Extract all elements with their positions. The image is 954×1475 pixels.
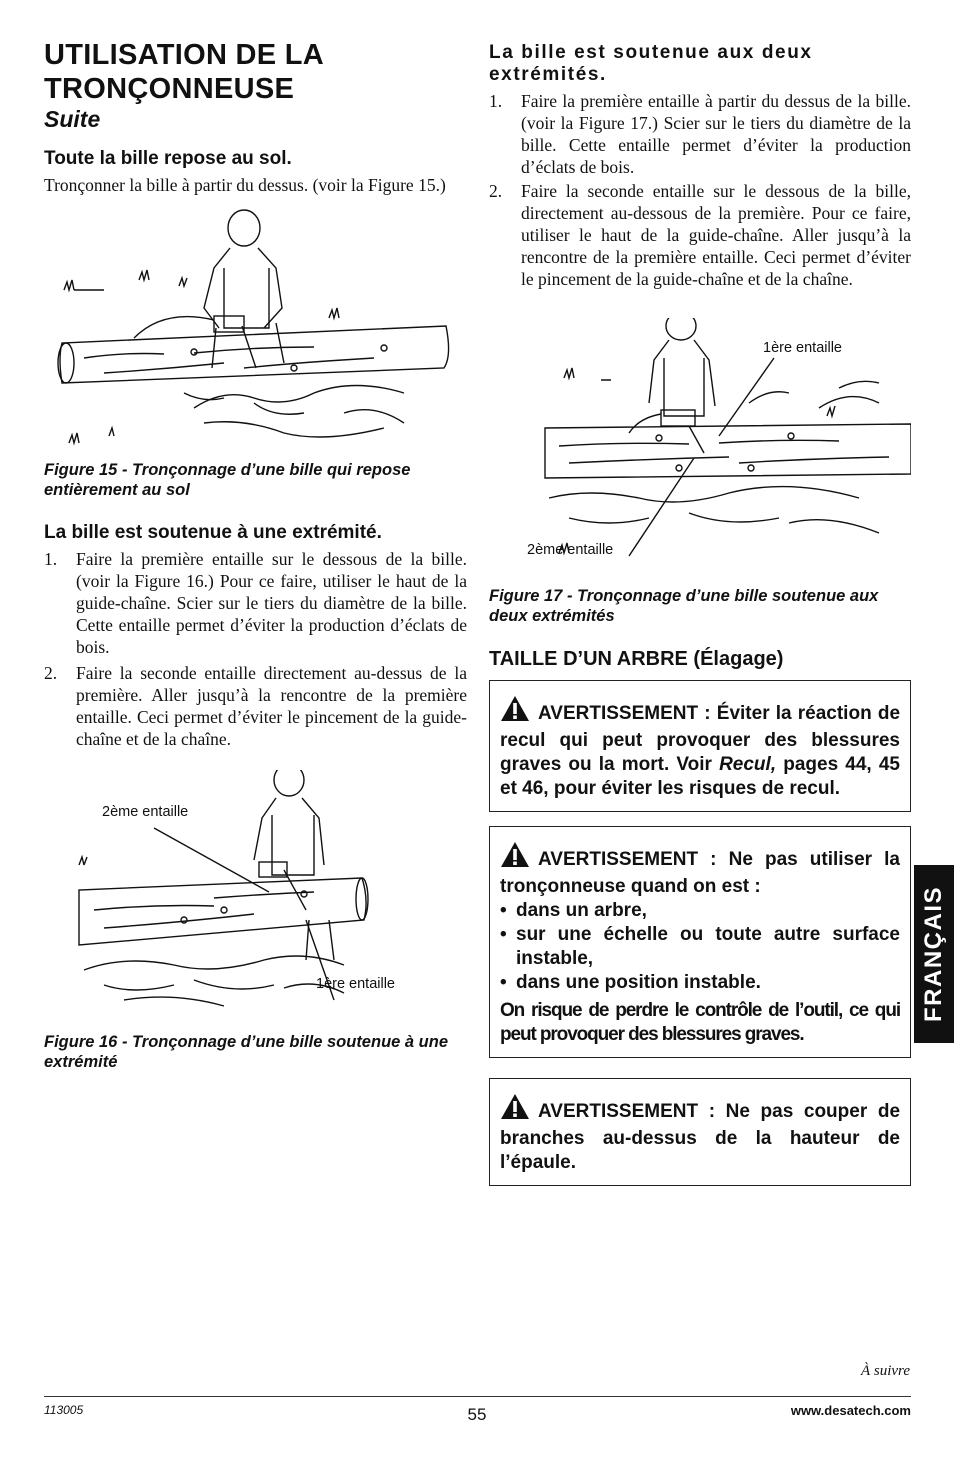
figure-16-label-first-cut: 1ère entaille	[316, 976, 395, 992]
figure-17-label-second-cut: 2ème entaille	[527, 542, 614, 558]
figure-17-illustration	[489, 318, 911, 576]
figure-16-label-second-cut: 2ème entaille	[102, 804, 189, 820]
steps-both-ends	[489, 90, 911, 290]
bullet-text: dans une position instable.	[516, 972, 761, 993]
warning-bullet-list	[500, 899, 900, 995]
figure-17-caption: Figure 17 - Tronçonnage d’une bille soutenue aux deux extrémités	[489, 587, 879, 625]
warning-box-unstable	[489, 826, 911, 1058]
warning-text: Ne pas utiliser la tronçonneuse quand on est :	[500, 849, 900, 897]
warning-box-kickback	[489, 680, 911, 812]
bullet-icon: •	[500, 972, 507, 993]
figure-16	[44, 770, 467, 1020]
step-number: 2.	[44, 663, 58, 683]
step-number: 2.	[489, 181, 503, 201]
text-ground: Tronçonner la bille à partir du dessus. (voir la Figure 15.)	[44, 175, 446, 195]
footer-page-number: 55	[467, 1405, 487, 1424]
figure-17	[489, 318, 911, 576]
bullet-icon: •	[500, 924, 507, 945]
footer-divider	[44, 1396, 911, 1397]
warning-label: AVERTISSEMENT :	[538, 1101, 716, 1122]
page-title-line1: UTILISATION DE LA	[44, 39, 325, 71]
footer-website: www.desatech.com	[790, 1403, 911, 1418]
step-text: Faire la première entaille à partir du dessus de la bille. (voir la Figure 17.) Scier sur le tiers du diamètre de la bille. Cette entaille permet d’éviter la production d’éclats de bois.	[521, 91, 911, 177]
warning-emphasis: Recul,	[719, 754, 777, 775]
list-item	[44, 548, 467, 658]
step-text: Faire la première entaille sur le dessous de la bille. (voir la Figure 16.) Pour ce faire, utiliser le haut de la guide-chaîne. Scier sur le tiers du diamètre de la bille. Cette entaille permet d’éviter la production d’éclats de bois.	[76, 549, 467, 657]
bullet-text: dans un arbre,	[516, 900, 647, 921]
language-tab-label: FRANÇAIS	[920, 886, 947, 1022]
figure-16-caption: Figure 16 - Tronçonnage d’une bille soutenue à une extrémité	[44, 1033, 449, 1071]
page-title	[44, 38, 467, 106]
right-column	[489, 38, 911, 1186]
heading-one-end: La bille est soutenue à une extrémité.	[44, 522, 382, 543]
figure-15	[44, 208, 467, 448]
list-item	[489, 90, 911, 178]
list-item	[489, 180, 911, 290]
footer-doc-number: 113005	[44, 1403, 84, 1417]
list-item	[44, 662, 467, 750]
steps-one-end	[44, 548, 467, 750]
step-number: 1.	[489, 91, 503, 111]
list-item	[500, 899, 900, 923]
warning-triangle-icon	[500, 1093, 530, 1127]
page-title-line2: TRONÇONNEUSE	[44, 73, 295, 105]
warning-text: Éviter la réaction de recul qui peut provoquer des blessures graves ou la mort. Voir	[500, 703, 901, 775]
bullet-icon: •	[500, 900, 507, 921]
warning-label: AVERTISSEMENT :	[538, 703, 711, 724]
step-text: Faire la seconde entaille directement au-dessus de la première. Aller jusqu’à la rencontre de la première entaille. Ceci permet d’éviter le pincement de la guide-chaîne et de la chaîne.	[76, 663, 467, 749]
warning-text: Ne pas couper de branches au-dessus de la hauteur de l’épaule.	[500, 1101, 901, 1173]
warning-triangle-icon	[500, 695, 530, 729]
warning-footer: On risque de perdre le contrôle de l’outil, ce qui peut provoquer des blessures graves.	[500, 1000, 900, 1045]
figure-15-illustration	[44, 208, 467, 448]
list-item	[500, 923, 900, 971]
warning-triangle-icon	[500, 841, 530, 875]
heading-pruning: TAILLE D’UN ARBRE (Élagage)	[489, 648, 784, 670]
left-column	[44, 38, 467, 1072]
warning-box-shoulder	[489, 1078, 911, 1186]
warning-text-after: pages 44, 45 et 46, pour éviter les risques de recul.	[500, 754, 900, 799]
continued-note: À suivre	[860, 1363, 910, 1379]
figure-15-caption: Figure 15 - Tronçonnage d’une bille qui repose entièrement au sol	[44, 461, 411, 499]
warning-label: AVERTISSEMENT :	[538, 849, 717, 870]
page-subtitle: Suite	[44, 106, 101, 132]
heading-ground: Toute la bille repose au sol.	[44, 148, 292, 169]
bullet-text: sur une échelle ou toute autre surface instable,	[516, 924, 900, 969]
language-tab	[914, 865, 954, 1043]
figure-17-label-first-cut: 1ère entaille	[763, 340, 842, 356]
step-text: Faire la seconde entaille sur le dessous de la bille, directement au-dessous de la première. Pour ce faire, utiliser le haut de la guide-chaîne. Aller jusqu’à la rencontre de la première entaille. Ceci permet d’éviter le pincement de la guide-chaîne et de la chaîne.	[521, 181, 911, 289]
step-number: 1.	[44, 549, 58, 569]
list-item	[500, 971, 900, 995]
heading-both-ends: La bille est soutenue aux deux extrémités.	[489, 42, 813, 85]
